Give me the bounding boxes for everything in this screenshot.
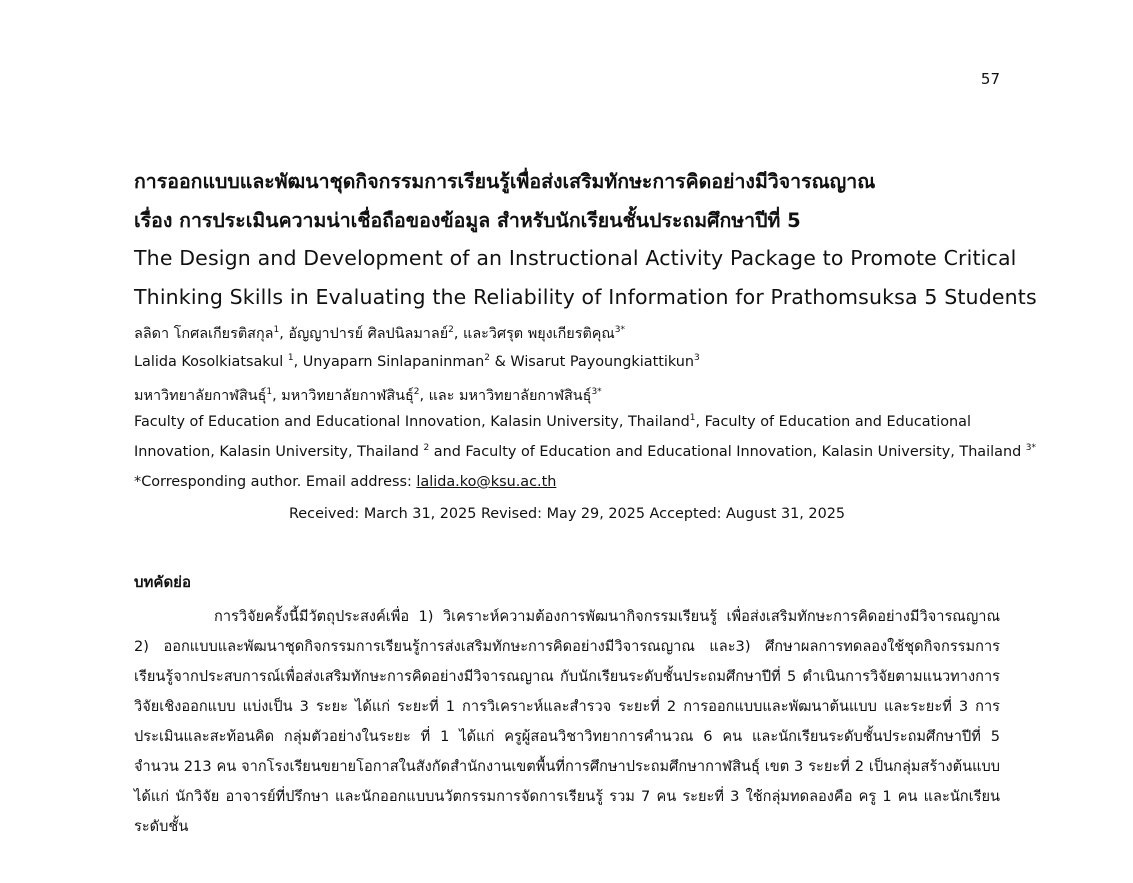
email-link[interactable]: lalida.ko@ksu.ac.th xyxy=(416,474,557,490)
authors-thai: ลลิดา โกศลเกียรติสกุล$^1$, อัญญาปารย์ ศิลปนิลมาลย์$^2$, และวิศรุต พยุงเกียรติคุณ$^{3*}$ xyxy=(134,325,626,342)
authors-english: Lalida Kosolkiatsakul $^1$, Unyaparn Sinlapaninman$^2$ & Wisarut Payoungkiattikun$^3$ xyxy=(134,353,700,370)
thai-title-line-1: การออกแบบและพัฒนาชุดกิจกรรมการเรียนรู้เพื่อส่งเสริมทักษะการคิดอย่างมีวิจารณญาณ xyxy=(134,170,876,193)
affiliations-english-line-2: Innovation, Kalasin University, Thailand $^2$ and Faculty of Education and Educational Innovation, Kalasin University, Thailand $^{3*}$ xyxy=(134,443,1037,460)
corresponding-label: *Corresponding author. Email address: xyxy=(134,474,417,490)
corresponding-author xyxy=(134,474,556,490)
abstract-body: การวิจัยครั้งนี้มีวัตถุประสงค์เพื่อ 1) วิเคราะห์ความต้องการพัฒนากิจกรรมเรียนรู้ เพื่อส่งเสริมทักษะการคิดอย่างมีวิจารณญาณ 2) ออกแบบและพัฒนาชุดกิจกรรมการเรียนรู้การส่งเสริมทักษะการคิดอย่างมีวิจารณญาณ และ3) ศึกษาผลการทดลองใช้ชุดกิจกรรมการเรียนรู้จากประสบการณ์เพื่อส่งเสริมทักษะการคิดอย่างมีวิจารณญาณ กับนักเรียนระดับชั้นประถมศึกษาปีที่ 5 ดำเนินการวิจัยตามแนวทางการวิจัยเชิงออกแบบ แบ่งเป็น 3 ระยะ ได้แก่ ระยะที่ 1 การวิเคราะห์และสำรวจ ระยะที่ 2 การออกแบบและพัฒนาต้นแบบ และระยะที่ 3 การประเมินและสะท้อนคิด กลุ่มตัวอย่างในระยะ ที่ 1 ได้แก่ ครูผู้สอนวิชาวิทยาการคำนวณ 6 คน และนักเรียนระดับชั้นประถมศึกษาปีที่ 5 จำนวน 213 คน จากโรงเรียนขยายโอกาสในสังกัดสำนักงานเขตพื้นที่การศึกษาประถมศึกษากาฬสินธุ์ เขต 3 ระยะที่ 2 เป็นกลุ่มสร้างต้นแบบ ได้แก่ นักวิจัย อาจารย์ที่ปรึกษา และนักออกแบบนวัตกรรมการจัดการเรียนรู้ รวม 7 คน ระยะที่ 3 ใช้กลุ่มทดลองคือ ครู 1 คน และนักเรียนระดับชั้น xyxy=(134,608,1000,835)
affiliations-english-line-1: Faculty of Education and Educational Innovation, Kalasin University, Thailand$^1$, Faculty of Education and Educational xyxy=(134,413,971,430)
page-number: 57 xyxy=(980,70,1000,88)
english-title-line-1: The Design and Development of an Instructional Activity Package to Promote Critical xyxy=(134,246,1017,270)
abstract-heading: บทคัดย่อ xyxy=(134,573,191,591)
affiliations-thai: มหาวิทยาลัยกาฬสินธุ์$^1$, มหาวิทยาลัยกาฬสินธุ์$^2$, และ มหาวิทยาลัยกาฬสินธุ์$^{3*}$ xyxy=(134,387,602,404)
thai-title-line-2: เรื่อง การประเมินความน่าเชื่อถือของข้อมูล สำหรับนักเรียนชั้นประถมศึกษาปีที่ 5 xyxy=(134,209,801,232)
submission-dates: Received: March 31, 2025 Revised: May 29, 2025 Accepted: August 31, 2025 xyxy=(288,506,846,522)
english-title-line-2: Thinking Skills in Evaluating the Reliability of Information for Prathomsuksa 5 Students xyxy=(134,285,1037,309)
